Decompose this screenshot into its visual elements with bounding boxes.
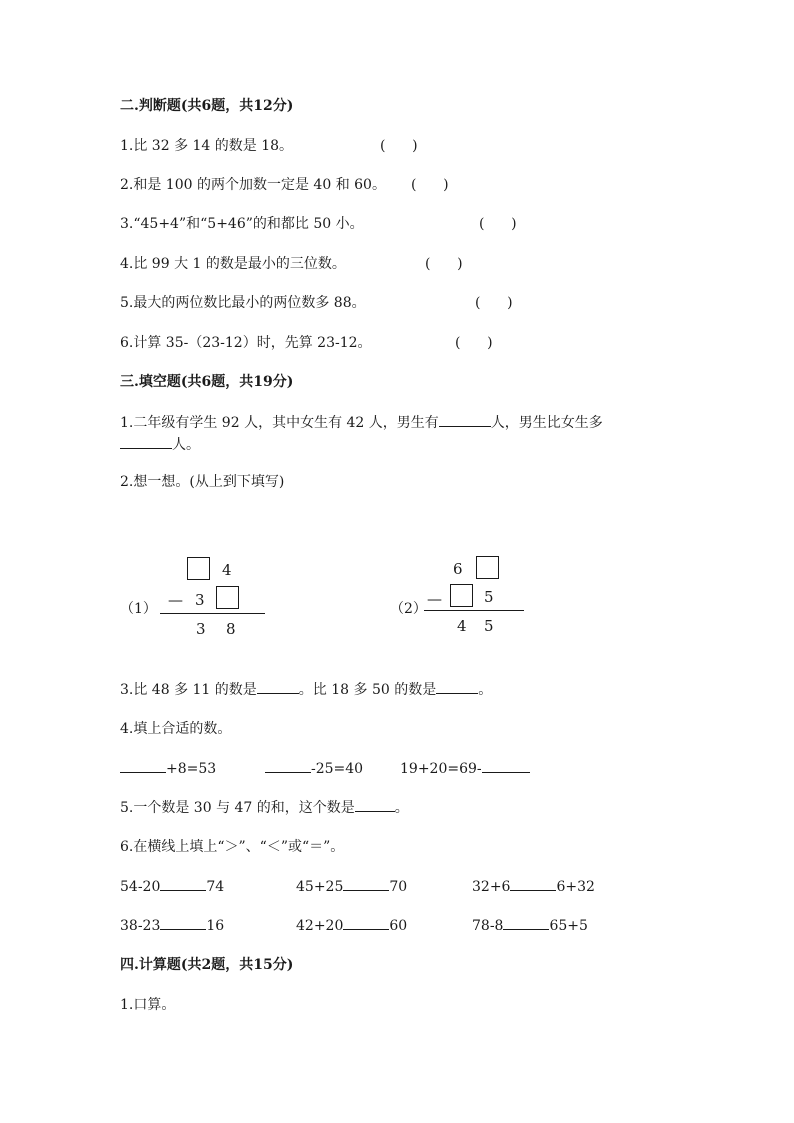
- puzzle-digit: 4: [457, 617, 467, 635]
- answer-box[interactable]: [187, 557, 210, 580]
- answer-bracket-5[interactable]: ( ): [475, 295, 513, 311]
- puzzle-digit: 3: [196, 620, 206, 638]
- fill-item-4: 4.填上合适的数。: [120, 721, 232, 737]
- judge-item-6: 6.计算 35-（23-12）时，先算 23-12。: [120, 335, 372, 351]
- fill-item-1-line1: [120, 412, 603, 433]
- answer-bracket-6[interactable]: ( ): [455, 335, 493, 351]
- compare-left: 42+20: [296, 918, 344, 934]
- answer-bracket-3[interactable]: ( ): [479, 216, 517, 232]
- section4-title: 四.计算题(共2题，共15分): [120, 957, 294, 973]
- equation-text: 19+20=69-: [400, 761, 482, 777]
- judge-item-4: 4.比 99 大 1 的数是最小的三位数。: [120, 256, 346, 272]
- fill-item-1-text-b: 人，男生比女生多: [490, 415, 603, 431]
- answer-box[interactable]: [476, 556, 499, 579]
- fill-item-1-text-a: 1.二年级有学生 92 人，其中女生有 42 人，男生有: [120, 415, 439, 431]
- puzzle-digit: 3: [195, 591, 205, 609]
- fill-item-2: 2.想一想。(从上到下填写): [120, 474, 285, 490]
- answer-blank[interactable]: [436, 679, 478, 694]
- answer-box[interactable]: [450, 584, 473, 607]
- compare-item: [120, 915, 224, 936]
- section3-title: 三.填空题(共6题，共19分): [120, 374, 294, 390]
- fill-item-5-text-b: 。: [394, 800, 409, 816]
- equation-text: -25=40: [311, 761, 364, 777]
- fill-item-5-text-a: 5.一个数是 30 与 47 的和，这个数是: [120, 800, 355, 816]
- compare-left: 32+6: [472, 879, 511, 895]
- answer-box[interactable]: [216, 586, 239, 609]
- puzzle-digit: 6: [453, 560, 463, 578]
- sum-line: [424, 610, 524, 611]
- sum-line: [160, 613, 265, 614]
- answer-blank[interactable]: [510, 876, 556, 891]
- fill-item-3-text-a: 3.比 48 多 11 的数是: [120, 682, 257, 698]
- compare-right: 6+32: [556, 879, 595, 895]
- fill-item-3: [120, 679, 492, 700]
- judge-item-1: 1.比 32 多 14 的数是 18。: [120, 138, 294, 154]
- compare-right: 74: [206, 879, 225, 895]
- compare-left: 78-8: [472, 918, 504, 934]
- calc-item-1: 1.口算。: [120, 997, 176, 1013]
- judge-item-2: 2.和是 100 的两个加数一定是 40 和 60。: [120, 177, 386, 193]
- answer-bracket-1[interactable]: ( ): [380, 138, 418, 154]
- compare-left: 54-20: [120, 879, 161, 895]
- section2-title: 二.判断题(共6题，共12分): [120, 98, 294, 114]
- answer-blank[interactable]: [343, 915, 389, 930]
- equation-text: +8=53: [166, 761, 217, 777]
- fill-item-6: 6.在横线上填上“＞”、“＜”或“＝”。: [120, 839, 345, 855]
- compare-item: [296, 876, 407, 897]
- compare-item: [472, 915, 588, 936]
- answer-blank[interactable]: [482, 758, 530, 773]
- answer-blank[interactable]: [343, 876, 389, 891]
- fill-item-1-text-c: 人。: [172, 437, 200, 453]
- puzzle-digit: 5: [484, 617, 494, 635]
- puzzle-digit: 5: [484, 588, 494, 606]
- answer-bracket-2[interactable]: ( ): [411, 177, 449, 193]
- compare-right: 16: [206, 918, 225, 934]
- compare-right: 70: [389, 879, 408, 895]
- minus-sign: —: [427, 590, 442, 608]
- fill-item-5: [120, 797, 409, 818]
- answer-blank[interactable]: [160, 876, 206, 891]
- minus-sign: —: [168, 591, 183, 609]
- answer-blank[interactable]: [265, 758, 311, 773]
- compare-left: 38-23: [120, 918, 161, 934]
- answer-blank[interactable]: [257, 679, 299, 694]
- puzzle-label: （2）: [390, 601, 427, 617]
- judge-item-3: 3.“45+4”和“5+46”的和都比 50 小。: [120, 216, 364, 232]
- puzzle-digit: 4: [222, 561, 232, 579]
- puzzle-digit: 8: [226, 620, 236, 638]
- answer-blank[interactable]: [160, 915, 206, 930]
- fill-item-1-line2: [120, 434, 200, 455]
- puzzle-label: （1）: [120, 601, 157, 617]
- compare-item: [120, 876, 224, 897]
- compare-item: [472, 876, 595, 897]
- answer-blank[interactable]: [503, 915, 549, 930]
- answer-blank[interactable]: [120, 434, 172, 449]
- judge-item-5: 5.最大的两位数比最小的两位数多 88。: [120, 295, 366, 311]
- compare-right: 60: [389, 918, 408, 934]
- compare-right: 65+5: [549, 918, 588, 934]
- equation-1: [120, 758, 216, 779]
- compare-left: 45+25: [296, 879, 344, 895]
- compare-item: [296, 915, 407, 936]
- answer-blank[interactable]: [439, 412, 491, 427]
- answer-bracket-4[interactable]: ( ): [425, 256, 463, 272]
- equation-2: [265, 758, 363, 779]
- equation-3: [400, 758, 530, 779]
- fill-item-3-text-c: 。: [478, 682, 493, 698]
- answer-blank[interactable]: [355, 797, 395, 812]
- fill-item-3-text-b: 。比 18 多 50 的数是: [298, 682, 437, 698]
- answer-blank[interactable]: [120, 758, 166, 773]
